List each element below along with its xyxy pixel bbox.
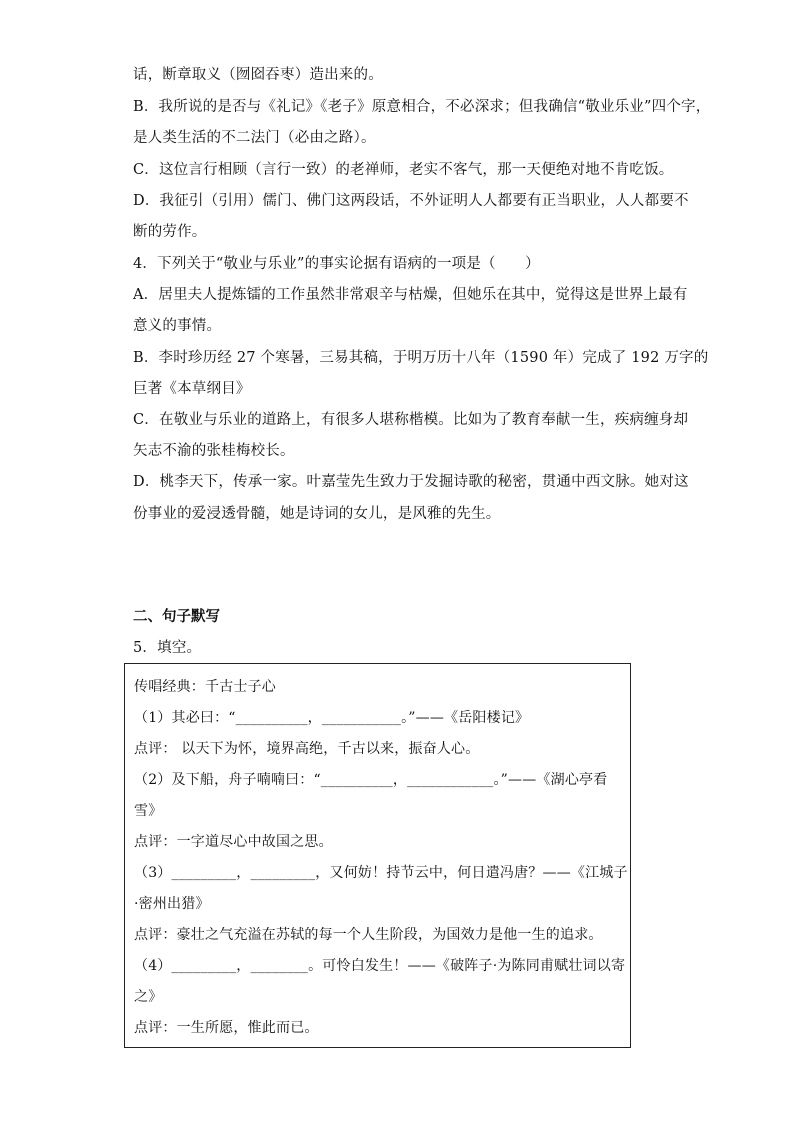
q4-option-c-line1: C．在敬业与乐业的道路上，有很多人堪称楷模。比如为了教育奉献一生，疾病缠身却 [133, 412, 689, 428]
box-heading: 传唱经典：千古士子心 [134, 679, 276, 695]
box-item-4-line2: 之》 [134, 989, 163, 1005]
box-item-3-line2: ·密州出猎》 [134, 896, 210, 912]
q4-option-a-line1: A．居里夫人提炼镭的工作虽然非常艰辛与枯燥，但她乐在其中，觉得这是世界上最有 [133, 287, 688, 303]
q3-option-b-line2: 是人类生活的不二法门（必由之路）。 [133, 130, 376, 146]
box-comment-1: 点评： 以天下为怀，境界高绝，千古以来，振奋人心。 [134, 741, 480, 757]
q3-option-c: C．这位言行相顾（言行一致）的老禅师，老实不客气，那一天便绝对地不肯吃饭。 [133, 162, 674, 178]
section-title: 二、句子默写 [133, 608, 220, 625]
box-item-3-line1: （3）_________，_________，又何妨！持节云中，何日遣冯唐？——《江城子 [134, 865, 628, 881]
q4-option-d-line1: D．桃李天下，传承一家。叶嘉莹先生致力于发掘诗歌的秘密，贯通中西文脉。她对这 [133, 474, 689, 490]
box-comment-4: 点评：一生所愿，惟此而已。 [134, 1020, 319, 1036]
q4-option-b-line2: 巨著《本草纲目》 [133, 381, 251, 397]
q4-option-a-line2: 意义的事情。 [133, 318, 222, 334]
box-item-2-line2: 雪》 [134, 803, 163, 819]
box-item-4-line1: （4）_________，________。可怜白发生！——《破阵子·为陈同甫赋壮词以寄 [134, 958, 626, 974]
q4-option-c-line2: 矢志不渝的张桂梅校长。 [133, 443, 295, 459]
q3-option-d-line1: D．我征引（引用）儒门、佛门这两段话，不外证明人人都要有正当职业，人人都要不 [133, 193, 689, 209]
box-comment-2: 点评：一字道尽心中故国之思。 [134, 834, 333, 850]
box-comment-3: 点评：豪壮之气充溢在苏轼的每一个人生阶段，为国效力是他一生的追求。 [134, 927, 603, 943]
q5-stem: 5．填空。 [133, 640, 202, 656]
q3-option-d-line2: 断的劳作。 [133, 224, 207, 240]
q4-option-b-line1: B．李时珍历经 27 个寒暑，三易其稿，于明万历十八年（1590 年）完成了 192 万字的 [133, 350, 709, 366]
q4-stem: 4．下列关于“敬业与乐业”的事实论据有语病的一项是（ ） [133, 256, 540, 272]
box-item-2-line1: （2）及下船，舟子喃喃曰：“__________，____________。”——《湖心亭看 [134, 772, 608, 788]
box-item-1: （1）其必曰：“__________，___________。”——《岳阳楼记》 [134, 710, 530, 726]
q4-option-d-line2: 份事业的爱浸透骨髓，她是诗词的女儿，是风雅的先生。 [133, 506, 501, 522]
q3-option-b-line1: B．我所说的是否与《礼记》《老子》原意相合，不必深求；但我确信“敬业乐业”四个字， [133, 99, 711, 115]
q3-option-a-continued: 话，断章取义（囫囵吞枣）造出来的。 [133, 67, 383, 83]
fill-in-box [124, 663, 631, 1048]
